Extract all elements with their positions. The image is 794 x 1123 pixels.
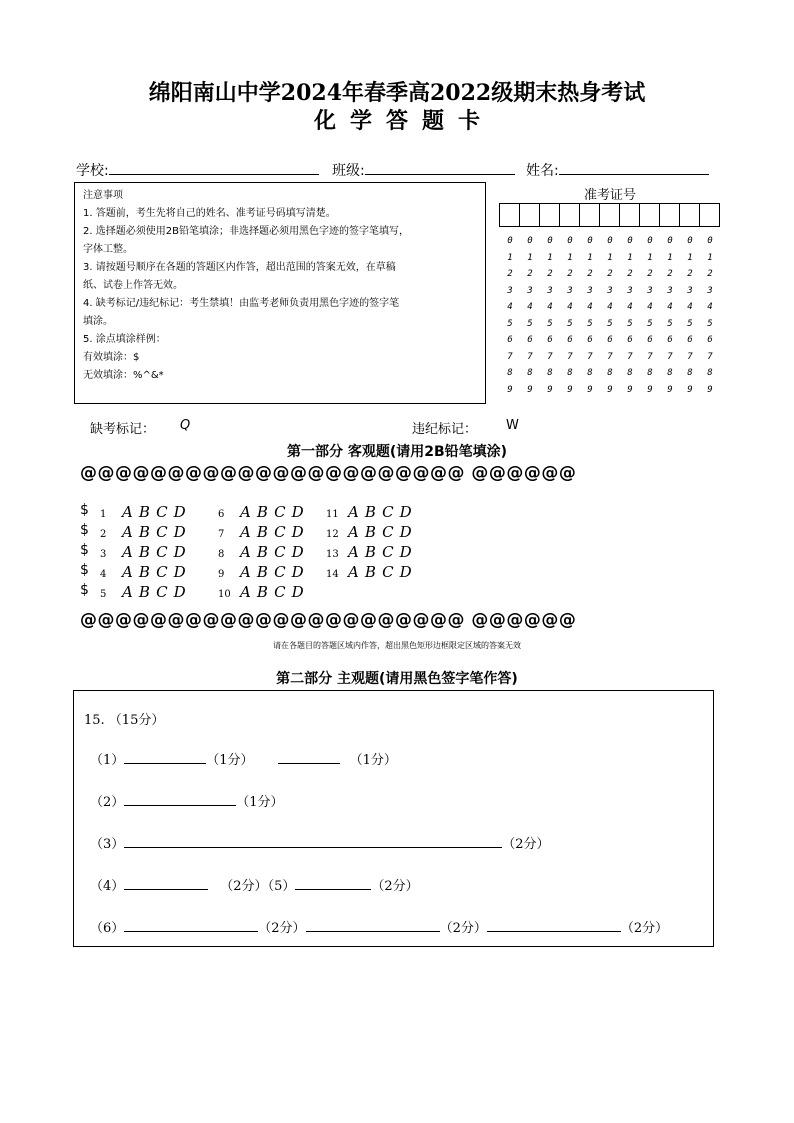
digit-bubble[interactable]: 6 (507, 335, 513, 345)
digit-bubble[interactable]: 4 (567, 302, 573, 312)
school-label: 学校: (76, 163, 109, 179)
digit-bubble[interactable]: 7 (667, 351, 673, 362)
score: （2分） (220, 879, 268, 894)
digit-row (500, 286, 720, 303)
digit-bubble[interactable]: 8 (607, 368, 613, 378)
digit-bubble[interactable]: 3 (647, 285, 653, 296)
school-field[interactable] (76, 160, 319, 180)
digit-bubble[interactable]: 4 (647, 302, 653, 312)
digit-bubble[interactable]: 5 (587, 318, 593, 329)
digit-bubble[interactable]: 5 (627, 318, 633, 329)
q15-part2 (90, 791, 284, 810)
digit-bubble[interactable]: 0 (527, 236, 533, 246)
digit-bubble[interactable]: 8 (707, 368, 713, 378)
digit-bubble[interactable]: 1 (527, 252, 533, 263)
name-label: 姓名: (526, 163, 559, 179)
question-8 (218, 543, 310, 561)
digit-bubble[interactable]: 9 (587, 384, 593, 395)
part1-top-border: @@@@@@@@@@@@@@@@@@@@@@ @@@@@@ (80, 463, 577, 483)
digit-row (500, 269, 720, 286)
digit-bubble[interactable]: 9 (567, 384, 573, 395)
question-2 (100, 523, 192, 541)
digit-bubble[interactable]: 9 (527, 384, 533, 395)
answer-blank[interactable] (124, 749, 206, 764)
absent-mark-label: 缺考标记： (90, 422, 156, 437)
question-1 (100, 503, 192, 521)
question-number: 6 (218, 509, 225, 520)
digit-bubble[interactable]: 3 (507, 285, 513, 296)
digit-bubble[interactable]: 9 (707, 384, 713, 395)
id-box[interactable] (619, 203, 640, 227)
part-number: （2） (90, 795, 125, 810)
digit-bubble[interactable]: 3 (687, 285, 693, 296)
part1-title: 第一部分 客观题(请用2B铅笔填涂) (286, 444, 508, 460)
digit-bubble[interactable]: 9 (607, 384, 613, 395)
digit-bubble[interactable]: 5 (507, 318, 513, 329)
digit-bubble[interactable]: 0 (687, 236, 693, 246)
score: （2分） (620, 921, 669, 936)
id-box[interactable] (699, 203, 720, 227)
question-9 (218, 563, 310, 581)
instructions-box (74, 182, 486, 404)
digit-bubble[interactable]: 8 (627, 368, 633, 378)
digit-bubble[interactable]: 5 (687, 318, 693, 329)
digit-bubble[interactable]: 4 (667, 302, 673, 312)
absent-mark-bubble[interactable]: Q (180, 418, 191, 433)
digit-bubble[interactable]: 0 (667, 236, 673, 246)
q15-heading: 15. （15分） (84, 713, 165, 728)
answer-blank[interactable] (295, 875, 371, 890)
digit-row (500, 302, 720, 319)
objective-answer-grid (80, 502, 480, 612)
question-14 (326, 563, 418, 581)
digit-bubble[interactable]: 9 (687, 384, 693, 395)
digit-bubble[interactable]: 1 (507, 252, 513, 263)
instruction-line: 有效填涂：$ (83, 352, 140, 363)
digit-bubble[interactable]: 2 (667, 269, 673, 279)
digit-bubble[interactable]: 1 (627, 252, 633, 263)
answer-options[interactable]: ABCD (348, 563, 418, 581)
digit-bubble[interactable]: 8 (647, 368, 653, 378)
digit-bubble[interactable]: 7 (587, 351, 593, 362)
id-box[interactable] (639, 203, 660, 227)
digit-bubble[interactable]: 3 (667, 285, 673, 296)
answer-options[interactable]: ABCD (240, 583, 310, 601)
digit-bubble[interactable]: 4 (627, 302, 633, 312)
class-field[interactable] (332, 160, 515, 180)
digit-bubble[interactable]: 2 (507, 269, 513, 279)
digit-row (500, 335, 720, 352)
filled-sample-mark: $ (80, 522, 89, 538)
instruction-line: 2. 选择题必须使用2B铅笔填涂；非选择题必须用黑色字迹的签字笔填写， (83, 226, 409, 237)
digit-bubble[interactable]: 7 (627, 351, 633, 362)
digit-bubble[interactable]: 2 (547, 269, 553, 279)
answer-options[interactable]: ABCD (348, 503, 418, 521)
q15-part1 (90, 749, 397, 768)
question-number: 13 (326, 549, 339, 560)
answer-blank[interactable] (306, 917, 440, 932)
digit-bubble[interactable]: 6 (687, 335, 693, 345)
digit-bubble[interactable]: 9 (547, 384, 553, 395)
digit-bubble[interactable]: 2 (587, 269, 593, 279)
answer-options[interactable]: ABCD (122, 563, 192, 581)
class-blank[interactable] (365, 161, 515, 175)
digit-bubble[interactable]: 4 (687, 302, 693, 312)
digit-bubble[interactable]: 1 (687, 252, 693, 263)
digit-bubble[interactable]: 1 (567, 252, 573, 263)
instruction-line: 3. 请按题号顺序在各题的答题区内作答，超出范围的答案无效，在草稿 (83, 262, 396, 273)
filled-sample-mark: $ (80, 562, 89, 578)
digit-bubble[interactable]: 9 (647, 384, 653, 395)
digit-bubble[interactable]: 4 (607, 302, 613, 312)
question-number: 5 (100, 589, 107, 600)
exam-title: 绵阳南山中学2024年春季高2022级期末热身考试 (148, 80, 646, 106)
digit-bubble[interactable]: 3 (707, 285, 713, 296)
digit-bubble[interactable]: 0 (507, 236, 513, 246)
answer-area-warning: 请在各题目的答题区域内作答，超出黑色矩形边框限定区域的答案无效 (273, 641, 521, 650)
score: （2分） (258, 921, 306, 936)
q15-part4-5 (90, 875, 419, 894)
instruction-line: 纸、试卷上作答无效。 (83, 280, 183, 291)
question-3 (100, 543, 192, 561)
answer-options[interactable]: ABCD (240, 543, 310, 561)
digit-bubble[interactable]: 0 (547, 236, 553, 246)
digit-bubble[interactable]: 7 (607, 351, 613, 362)
digit-bubble[interactable]: 3 (587, 285, 593, 296)
score: （2分） (502, 837, 550, 852)
answer-options[interactable]: ABCD (348, 543, 418, 561)
q15-part6 (90, 917, 668, 936)
digit-bubble[interactable]: 6 (627, 335, 633, 345)
digit-bubble[interactable]: 5 (527, 318, 533, 329)
digit-bubble[interactable]: 4 (527, 302, 533, 312)
digit-bubble[interactable]: 6 (547, 335, 553, 345)
digit-bubble[interactable]: 7 (507, 351, 513, 362)
digit-bubble[interactable]: 2 (687, 269, 693, 279)
digit-bubble[interactable]: 5 (647, 318, 653, 329)
digit-bubble[interactable]: 2 (707, 269, 713, 279)
part2-title: 第二部分 主观题(请用黑色签字笔作答) (276, 671, 518, 687)
digit-bubble[interactable]: 6 (567, 335, 573, 345)
instruction-line: 4. 缺考标记/违纪标记：考生禁填！由监考老师负责用黑色字迹的签字笔 (83, 298, 400, 309)
question-12 (326, 523, 418, 541)
answer-options[interactable]: ABCD (122, 523, 192, 541)
digit-bubble[interactable]: 8 (547, 368, 553, 378)
digit-row (500, 319, 720, 336)
name-field[interactable] (526, 160, 709, 180)
digit-bubble[interactable]: 8 (527, 368, 533, 378)
answer-blank[interactable] (124, 791, 236, 806)
violation-mark-bubble[interactable]: W (506, 418, 519, 433)
id-box[interactable] (679, 203, 700, 227)
answer-blank[interactable] (124, 875, 208, 890)
digit-row (500, 352, 720, 369)
question-number: 12 (326, 529, 339, 540)
school-blank[interactable] (109, 161, 319, 175)
answer-options[interactable]: ABCD (122, 583, 192, 601)
part-number: （6） (90, 921, 125, 936)
digit-bubble[interactable]: 1 (667, 252, 673, 263)
digit-bubble[interactable]: 5 (707, 318, 713, 329)
part-number: （1） (90, 753, 125, 768)
answer-options[interactable]: ABCD (122, 543, 192, 561)
question-number: 8 (218, 549, 225, 560)
digit-bubble[interactable]: 8 (667, 368, 673, 378)
digit-bubble[interactable]: 5 (607, 318, 613, 329)
digit-bubble[interactable]: 9 (667, 384, 673, 395)
score: （1分） (236, 795, 284, 810)
digit-bubble[interactable]: 0 (587, 236, 593, 246)
score: （1分） (349, 753, 397, 768)
admission-number-boxes[interactable] (500, 203, 720, 227)
part-number: （5） (267, 879, 296, 894)
digit-bubble[interactable]: 3 (567, 285, 573, 296)
question-13 (326, 543, 418, 561)
instruction-line: 字体工整。 (83, 244, 133, 255)
answer-options[interactable]: ABCD (348, 523, 418, 541)
digit-bubble[interactable]: 3 (547, 285, 553, 296)
digit-bubble[interactable]: 6 (607, 335, 613, 345)
digit-bubble[interactable]: 8 (507, 368, 513, 378)
digit-row (500, 385, 720, 402)
digit-bubble[interactable]: 5 (667, 318, 673, 329)
digit-bubble[interactable]: 3 (607, 285, 613, 296)
filled-sample-mark: $ (80, 502, 89, 518)
q15-part3 (90, 833, 550, 852)
digit-bubble[interactable]: 0 (567, 236, 573, 246)
question-number: 9 (218, 569, 225, 580)
question-4 (100, 563, 192, 581)
instruction-line: 1. 答题前，考生先将自己的姓名、准考证号码填写清楚。 (83, 208, 336, 219)
digit-row (500, 253, 720, 270)
digit-bubble[interactable]: 6 (527, 335, 533, 345)
digit-bubble[interactable]: 6 (647, 335, 653, 345)
subjective-answer-box (73, 690, 714, 947)
digit-bubble[interactable]: 0 (627, 236, 633, 246)
part-number: （4） (90, 879, 125, 894)
answer-blank[interactable] (124, 833, 502, 848)
digit-bubble[interactable]: 4 (587, 302, 593, 312)
digit-row (500, 368, 720, 385)
digit-bubble[interactable]: 0 (647, 236, 653, 246)
digit-bubble[interactable]: 2 (607, 269, 613, 279)
digit-row (500, 236, 720, 253)
answer-blank[interactable] (487, 917, 621, 932)
digit-bubble[interactable]: 4 (547, 302, 553, 312)
question-6 (218, 503, 310, 521)
digit-bubble[interactable]: 9 (507, 384, 513, 395)
question-number: 4 (100, 569, 107, 580)
score: （2分） (439, 921, 487, 936)
question-number: 14 (326, 569, 339, 580)
digit-bubble[interactable]: 1 (587, 252, 593, 263)
answer-options[interactable]: ABCD (240, 503, 310, 521)
answer-blank[interactable] (124, 917, 258, 932)
instruction-line: 填涂。 (83, 316, 113, 327)
digit-bubble[interactable]: 5 (547, 318, 553, 329)
question-7 (218, 523, 310, 541)
id-box[interactable] (499, 203, 520, 227)
digit-bubble[interactable]: 7 (547, 351, 553, 362)
answer-options[interactable]: ABCD (122, 503, 192, 521)
digit-bubble[interactable]: 8 (567, 368, 573, 378)
digit-bubble[interactable]: 7 (527, 351, 533, 362)
violation-mark-label: 违纪标记： (412, 422, 478, 437)
part1-bottom-border: @@@@@@@@@@@@@@@@@@@@@@ @@@@@@ (80, 610, 577, 630)
admission-digit-grid[interactable] (500, 236, 720, 401)
digit-bubble[interactable]: 0 (607, 236, 613, 246)
question-number: 11 (326, 509, 339, 520)
digit-bubble[interactable]: 7 (647, 351, 653, 362)
digit-bubble[interactable]: 2 (567, 269, 573, 279)
digit-bubble[interactable]: 8 (587, 368, 593, 378)
answer-blank[interactable] (278, 749, 340, 764)
digit-bubble[interactable]: 3 (527, 285, 533, 296)
id-box[interactable] (539, 203, 560, 227)
part-number: （3） (90, 837, 125, 852)
digit-bubble[interactable]: 5 (567, 318, 573, 329)
digit-bubble[interactable]: 6 (667, 335, 673, 345)
score: （1分） (206, 753, 254, 768)
filled-sample-mark: $ (80, 542, 89, 558)
id-box[interactable] (659, 203, 680, 227)
instruction-line: 无效填涂：%^&* (83, 370, 164, 381)
digit-bubble[interactable]: 4 (707, 302, 713, 312)
question-number: 1 (100, 509, 107, 520)
score: （2分） (371, 879, 419, 894)
id-box[interactable] (579, 203, 600, 227)
question-number: 2 (100, 529, 107, 540)
filled-sample-mark: $ (80, 582, 89, 598)
digit-bubble[interactable]: 1 (647, 252, 653, 263)
answer-options[interactable]: ABCD (240, 523, 310, 541)
digit-bubble[interactable]: 9 (627, 384, 633, 395)
question-number: 3 (100, 549, 107, 560)
admission-number-label: 准考证号 (583, 188, 636, 203)
digit-bubble[interactable]: 4 (507, 302, 513, 312)
question-number: 10 (218, 589, 231, 600)
id-box[interactable] (519, 203, 540, 227)
digit-bubble[interactable]: 1 (547, 252, 553, 263)
id-box[interactable] (559, 203, 580, 227)
digit-bubble[interactable]: 2 (527, 269, 533, 279)
digit-bubble[interactable]: 0 (707, 236, 713, 246)
class-label: 班级: (332, 163, 365, 179)
instruction-line: 5. 涂点填涂样例： (83, 334, 166, 345)
digit-bubble[interactable]: 2 (647, 269, 653, 279)
digit-bubble[interactable]: 7 (687, 351, 693, 362)
digit-bubble[interactable]: 7 (707, 351, 713, 362)
digit-bubble[interactable]: 7 (567, 351, 573, 362)
digit-bubble[interactable]: 6 (707, 335, 713, 345)
digit-bubble[interactable]: 3 (627, 285, 633, 296)
digit-bubble[interactable]: 1 (607, 252, 613, 263)
name-blank[interactable] (559, 161, 709, 175)
digit-bubble[interactable]: 6 (587, 335, 593, 345)
digit-bubble[interactable]: 8 (687, 368, 693, 378)
id-box[interactable] (599, 203, 620, 227)
question-10 (218, 583, 310, 601)
sheet-subtitle: 化学答题卡 (313, 108, 494, 134)
question-5 (100, 583, 192, 601)
instructions-heading: 注意事项 (83, 190, 123, 201)
question-number: 7 (218, 529, 225, 540)
digit-bubble[interactable]: 2 (627, 269, 633, 279)
question-11 (326, 503, 418, 521)
digit-bubble[interactable]: 1 (707, 252, 713, 263)
answer-options[interactable]: ABCD (240, 563, 310, 581)
